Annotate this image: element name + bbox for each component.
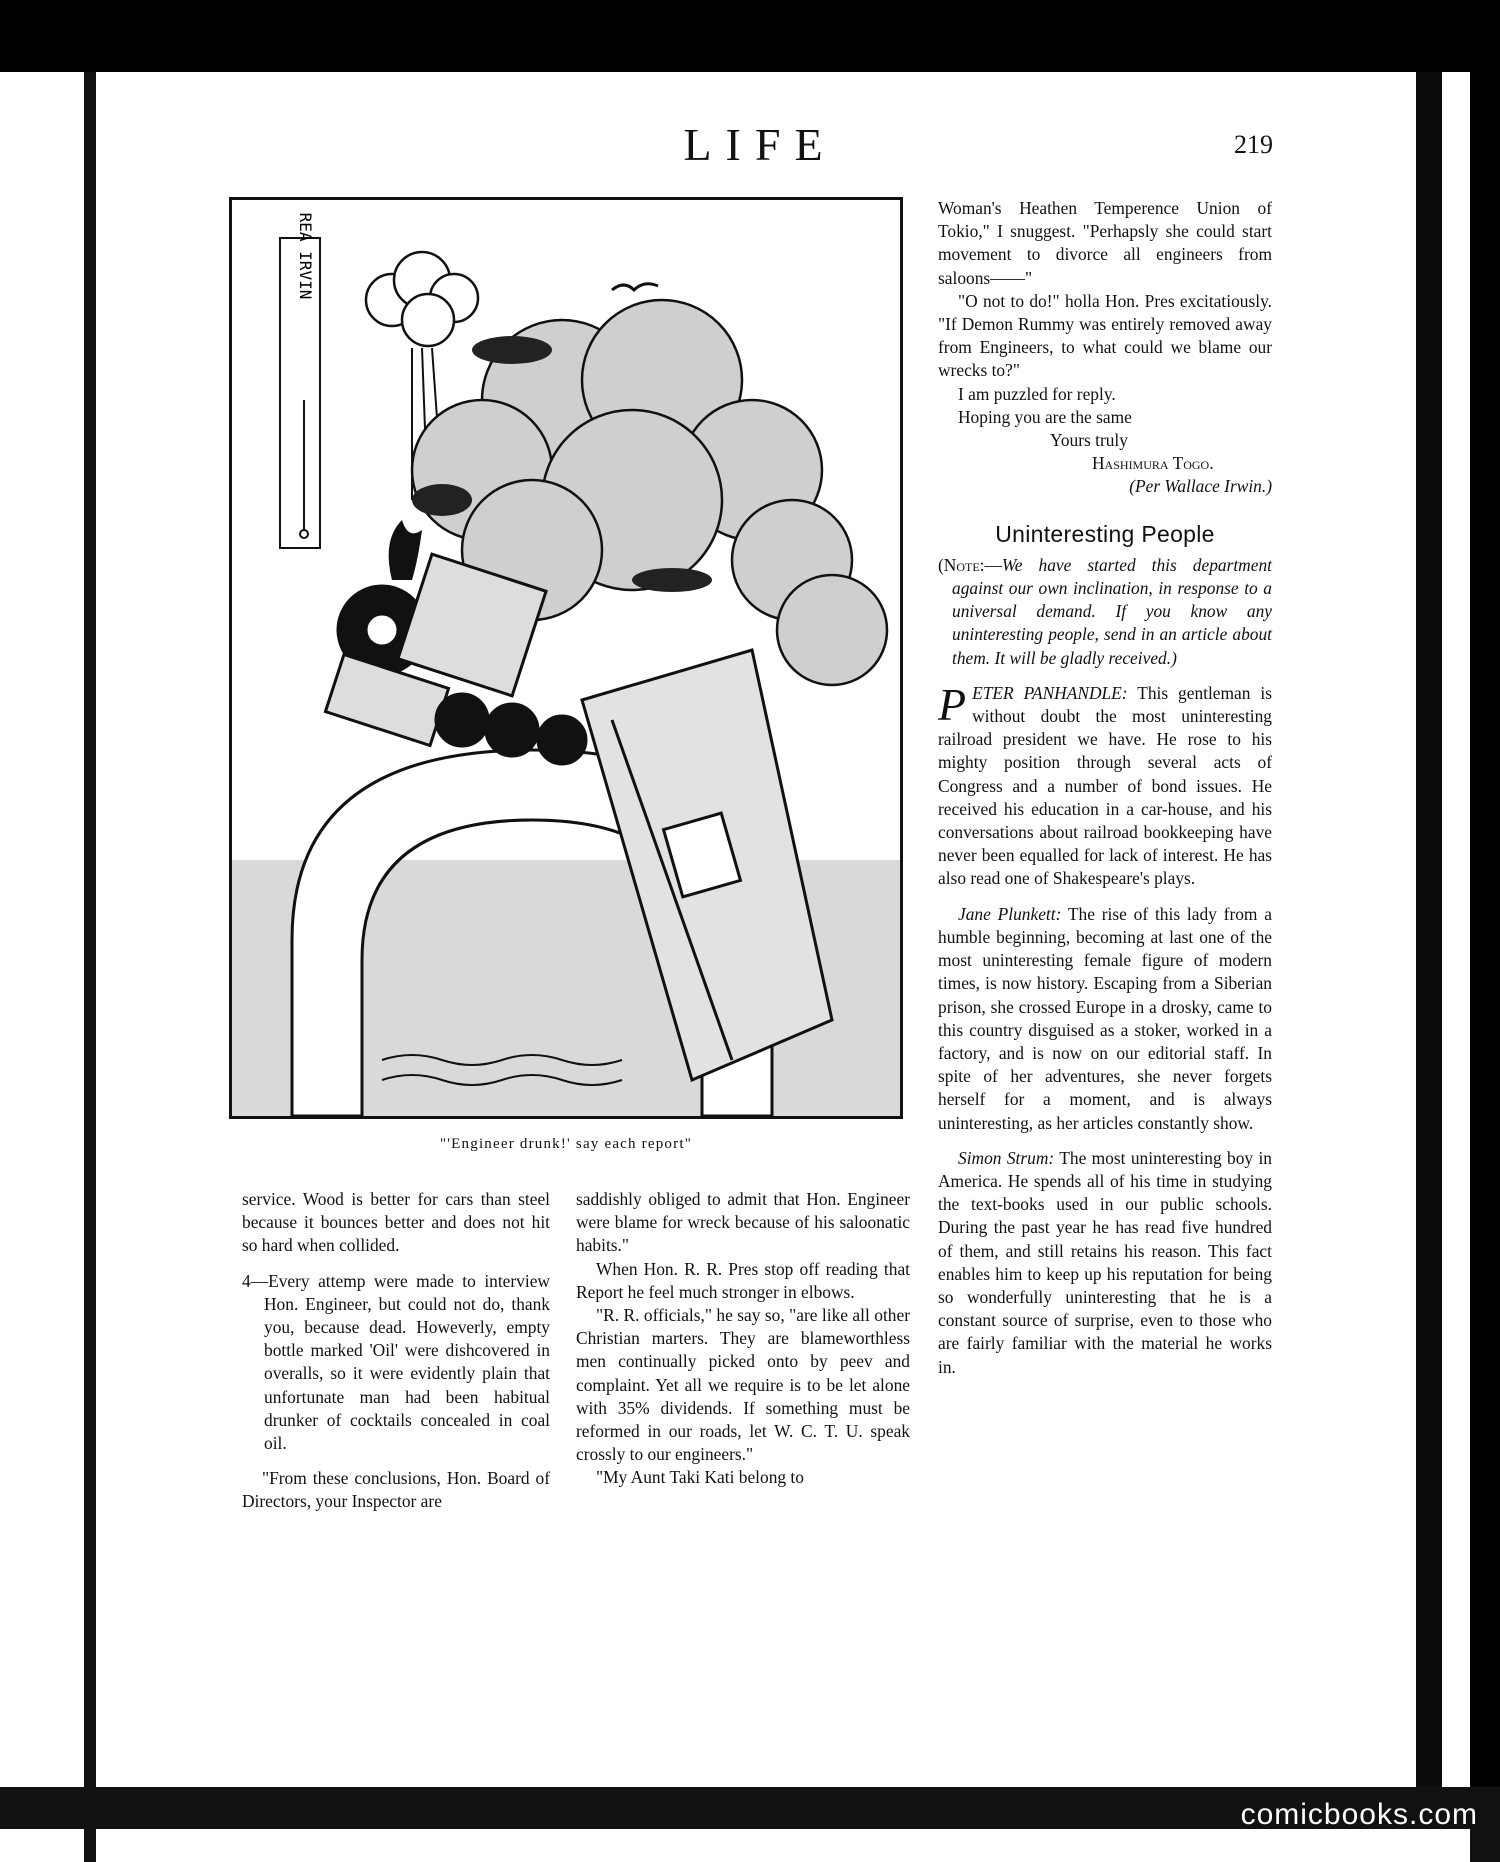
attribution-text: (Per Wallace Irwin.) [1129,476,1272,497]
cartoon-illustration [229,197,903,1119]
watermark: comicbooks.com [1240,1798,1478,1831]
paragraph: saddishly obliged to admit that Hon. Engineer were blame for wreck because of his saloonatic habits." [576,1189,910,1256]
entry-peter [938,678,1272,891]
next-page-sliver [0,1829,1470,1862]
paragraph: "R. R. officials," he say so, "are like all other Christian marters. They are blameworthless men continually picked onto by peev and complaint. Yet all we require is to be let alone with 35% dividends. If something must be reformed in our roads, let W. C. T. U. speak crossly to our engineers." [576,1305,910,1465]
artist-signature: REA IRVIN [296,212,315,300]
paragraph: service. Wood is better for cars than steel because it bounces better and does not hit so hard when collided. [242,1189,550,1256]
paragraph: When Hon. R. R. Pres stop off reading that Report he feel much stronger in elbows. [576,1258,910,1302]
cartoon-caption: "'Engineer drunk!' say each report" [439,1136,693,1152]
paragraph: Woman's Heathen Temperence Union of Tokio," I snuggest. "Perhapsly she could start movement to divorce all engineers from saloons——" [938,198,1272,288]
letter-closing: Yours truly [1050,430,1128,451]
note-lead: (Note:— [938,554,1002,575]
page-title: LIFE [683,119,837,170]
paragraph: Hoping you are the same [958,406,1132,427]
entry-simon [938,1147,1272,1379]
paragraph: "O not to do!" holla Hon. Pres excitatiously. "If Demon Rummy was entirely removed away from Engineers, to what could we blame our wrecks to?" [938,290,1272,381]
letter-attribution [938,475,1272,498]
section-heading: Uninteresting People [995,520,1215,547]
note-body: We have started this department against our own inclination, in response to a universal demand. If you know any uninteresting people, send in an article about them. It will be gladly received.) [952,554,1272,668]
editor-note [938,554,1272,670]
entry-name: Simon Strum: [958,1147,1055,1168]
paragraph: "My Aunt Taki Kati belong to [596,1467,804,1488]
paragraph: "From these conclusions, Hon. Board of Directors, your Inspector are [242,1468,550,1512]
entry-body: The most uninteresting boy in America. He spends all of his time in studying the text-books used in our public schools. During the past year he has read five hundred of them, and still retains his reason. This fact enables him to keep up his reputation for being so wonderfully uninteresting that he is a constant source of surprise, even to those who are fairly familiar with the material he works in. [938,1147,1272,1377]
entry-body: This gentleman is without doubt the most uninteresting railroad president we have. He rose to his mighty position through several acts of Congress and a number of bond issues. He received his education in a car-house, and his conversations about railroad bookkeeping have never been equalled for lack of interest. He has also read one of Shakespeare's plays. [938,682,1272,889]
entry-name: Jane Plunkett: [958,903,1062,924]
page-edge-right [1416,72,1442,1787]
entry-name: ETER PANHANDLE: [972,682,1128,703]
train-wreck-drawing [232,200,900,1116]
text-column-3 [938,197,1272,1379]
letter-signature: Hashimura Togo. [1092,453,1214,474]
entry-body: The rise of this lady from a humble beginning, becoming at last one of the most uninteresting female figure of modern times, is now history. Escaping from a Siberian prison, she crossed Europe in a drosky, came to this country disguised as a stoker, worked in a factory, and is now on our editorial staff. In spite of her adventures, she never forgets herself for a moment, and is always uninteresting, as her articles constantly show. [938,903,1272,1133]
page-gutter-left [84,72,96,1787]
text-column-1 [242,1188,550,1514]
entry-jane [938,903,1272,1135]
text-column-2 [576,1188,910,1490]
paragraph: 4—Every attemp were made to interview Hon. Engineer, but could not do, thank you, because dead. Howeverly, empty bottle marked 'Oil' were dishcovered in overalls, so it were evidently plain that unfortunate man had been habitual drunker of cocktails concealed in coal oil. [242,1270,550,1454]
paragraph: I am puzzled for reply. [958,383,1116,404]
page-number: 219 [1234,130,1273,159]
drop-cap: P [938,678,967,730]
